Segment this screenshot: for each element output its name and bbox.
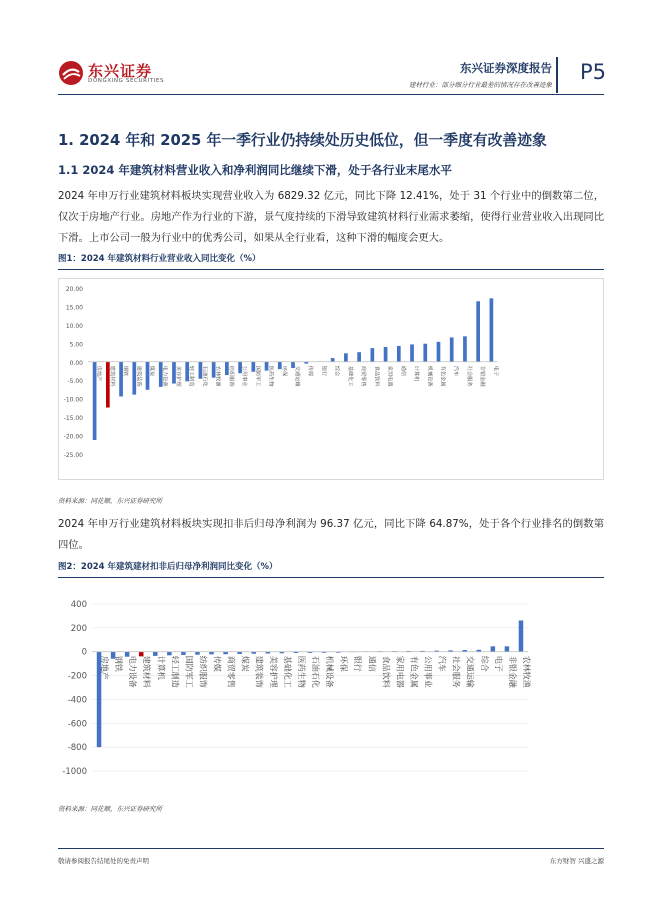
- x-category-label: 基础化工: [282, 655, 292, 688]
- y-tick-label: -1000: [62, 767, 87, 777]
- x-category-label: 机械设备: [426, 365, 433, 387]
- figure2-rule: [58, 577, 604, 578]
- bar: [476, 301, 480, 361]
- x-category-label: 银行: [320, 365, 327, 377]
- x-category-label: 公用事业: [423, 655, 433, 688]
- footer-slogan: 东方财智 兴盛之源: [549, 857, 604, 865]
- x-category-label: 传媒: [307, 365, 314, 377]
- header-divider: [556, 57, 558, 93]
- company-name-en: DONGXING SECURITIES: [88, 78, 165, 84]
- y-tick-label: 15.00: [65, 304, 83, 312]
- bar: [371, 348, 375, 362]
- bar: [384, 347, 388, 362]
- x-category-label: 美容护理: [174, 365, 181, 387]
- x-category-label: 建筑装饰: [254, 655, 264, 688]
- x-category-label: 有色金属: [439, 365, 446, 387]
- bar: [344, 353, 348, 361]
- x-category-label: 石油石化: [201, 365, 208, 387]
- x-category-label: 轻工制造: [188, 365, 195, 387]
- x-category-label: 计算机: [413, 365, 420, 382]
- x-category-label: 公用事业: [241, 365, 248, 387]
- figure2-source: 资料来源：同花顺，东兴证券研究所: [58, 805, 162, 813]
- y-tick-label: -200: [67, 671, 87, 682]
- x-category-label: 建筑装饰: [135, 365, 142, 387]
- figure1-rule: [58, 269, 604, 270]
- x-category-label: 基础化工: [346, 365, 353, 387]
- y-tick-label: 5.00: [69, 341, 83, 349]
- x-category-label: 国防军工: [184, 655, 194, 688]
- x-category-label: 医药生物: [296, 655, 306, 688]
- report-subtitle: 建材行业：部分细分行业最差的情况存在改善迹象: [409, 81, 552, 89]
- report-type: 东兴证券深度报告: [460, 61, 552, 75]
- bar: [490, 298, 494, 361]
- x-category-label: 机械设备: [325, 655, 335, 688]
- y-tick-label: 20.00: [65, 286, 83, 293]
- figure2-title: 图2：2024 年建筑建材扣非后归母净利润同比变化（%）: [58, 562, 278, 572]
- x-category-label: 社会服务: [465, 365, 472, 387]
- header-rule: [58, 94, 604, 95]
- x-category-label: 银行: [353, 655, 363, 672]
- x-category-label: 社会服务: [451, 655, 461, 688]
- x-category-label: 非银金融: [479, 365, 486, 387]
- x-category-label: 综合: [479, 655, 489, 672]
- bar: [463, 336, 467, 361]
- x-category-label: 家用电器: [386, 365, 393, 387]
- x-category-label: 纺织服饰: [227, 365, 234, 387]
- x-category-label: 电力设备: [161, 365, 168, 387]
- x-category-label: 石油石化: [311, 655, 320, 688]
- y-tick-label: -600: [67, 719, 87, 730]
- x-category-label: 食品饮料: [381, 655, 391, 688]
- x-category-label: 钢铁: [114, 655, 124, 672]
- x-category-label: 电力设备: [128, 655, 138, 688]
- y-tick-label: -5.00: [67, 378, 83, 386]
- bar: [331, 358, 335, 362]
- bar: [410, 344, 414, 361]
- x-category-label: 传媒: [212, 655, 222, 672]
- bar: [519, 620, 524, 651]
- x-category-label: 房地产: [95, 365, 102, 382]
- bar: [437, 342, 441, 362]
- footer-disclaimer: 敬请参阅报告结尾处的免责声明: [58, 857, 149, 865]
- x-category-label: 医药生物: [267, 365, 274, 387]
- y-tick-label: 0.00: [69, 359, 83, 367]
- x-category-label: 煤炭: [240, 655, 250, 672]
- x-category-label: 建筑材料: [142, 655, 152, 688]
- y-tick-label: 10.00: [65, 322, 83, 330]
- x-category-label: 通信: [367, 655, 377, 672]
- x-category-label: 电子: [493, 655, 503, 672]
- x-category-label: 房地产: [100, 655, 110, 680]
- revenue-growth-chart: [58, 278, 604, 480]
- y-tick-label: -15.00: [63, 415, 83, 423]
- x-category-label: 汽车: [437, 655, 447, 672]
- bar: [423, 344, 427, 362]
- page-number: P5: [580, 60, 607, 84]
- bar: [397, 346, 401, 362]
- subsection-title: 1.1 2024 年建筑材料营业收入和净利润同比继续下滑，处于各行业末尾水平: [58, 163, 452, 177]
- x-category-label: 美容护理: [268, 655, 278, 688]
- bar: [505, 646, 510, 651]
- section-title: 1. 2024 年和 2025 年一季行业仍持续处历史低位，但一季度有改善迹象: [58, 132, 547, 149]
- x-category-label: 环保: [280, 365, 287, 377]
- bar: [181, 652, 186, 655]
- y-tick-label: -800: [67, 743, 87, 754]
- x-category-label: 计算机: [156, 655, 166, 680]
- paragraph-revenue: 2024 年申万行业建筑材料板块实现营业收入为 6829.32 亿元，同比下降 12.41%，处于 31 个行业中的倒数第二位，仅次于房地产行业。房地产作为行业的下游，景气度持续的下滑导致建筑材料行业需求萎缩，使得行业营业收入出现同比下滑。上市公司一般为行业中的优秀公司，如果从全行业看，这种下滑的幅度会更大。: [58, 190, 604, 244]
- x-category-label: 家用电器: [395, 655, 405, 688]
- y-tick-label: -20.00: [63, 433, 83, 441]
- x-category-label: 国防军工: [254, 365, 261, 387]
- x-category-label: 环保: [339, 655, 349, 672]
- figure1-title: 图1：2024 年建筑材料行业营业收入同比变化（%）: [58, 254, 261, 264]
- x-category-label: 农林牧渔: [214, 365, 221, 387]
- bar: [491, 646, 496, 651]
- bar: [450, 337, 454, 361]
- x-category-label: 交通运输: [294, 365, 300, 387]
- bar: [195, 652, 200, 655]
- y-tick-label: 400: [70, 600, 87, 610]
- footer-rule: [58, 848, 604, 849]
- y-tick-label: -400: [67, 695, 87, 706]
- company-logo-icon: [58, 60, 84, 86]
- x-category-label: 商贸零售: [226, 655, 236, 688]
- y-tick-label: 0: [81, 647, 87, 658]
- x-category-label: 商贸零售: [360, 365, 367, 387]
- x-category-label: 食品饮料: [373, 365, 380, 387]
- x-category-label: 电子: [492, 365, 499, 377]
- x-category-label: 钢铁: [122, 365, 129, 377]
- y-tick-label: -10.00: [63, 396, 83, 404]
- x-category-label: 综合: [333, 365, 340, 377]
- bar: [357, 352, 361, 362]
- x-category-label: 煤炭: [148, 365, 155, 377]
- company-name-cn: 东兴证券: [88, 62, 153, 80]
- x-category-label: 农林牧渔: [521, 655, 531, 688]
- figure1-source: 资料来源：同花顺，东兴证券研究所: [58, 497, 162, 505]
- y-tick-label: -25.00: [63, 452, 83, 459]
- x-category-label: 通信: [399, 365, 406, 377]
- paragraph-profit: 2024 年申万行业建筑材料板块实现扣非后归母净利润为 96.37 亿元，同比下降 64.87%，处于各个行业排名的倒数第四位。: [58, 518, 604, 551]
- profit-growth-chart: [58, 586, 604, 786]
- x-category-label: 建筑材料: [108, 365, 115, 387]
- y-tick-label: 200: [70, 623, 87, 634]
- x-category-label: 交通运输: [465, 655, 475, 688]
- x-category-label: 有色金属: [409, 655, 419, 688]
- x-category-label: 非银金融: [507, 655, 517, 688]
- x-category-label: 轻工制造: [170, 655, 180, 688]
- x-category-label: 汽车: [452, 365, 459, 377]
- x-category-label: 纺织服饰: [198, 655, 208, 688]
